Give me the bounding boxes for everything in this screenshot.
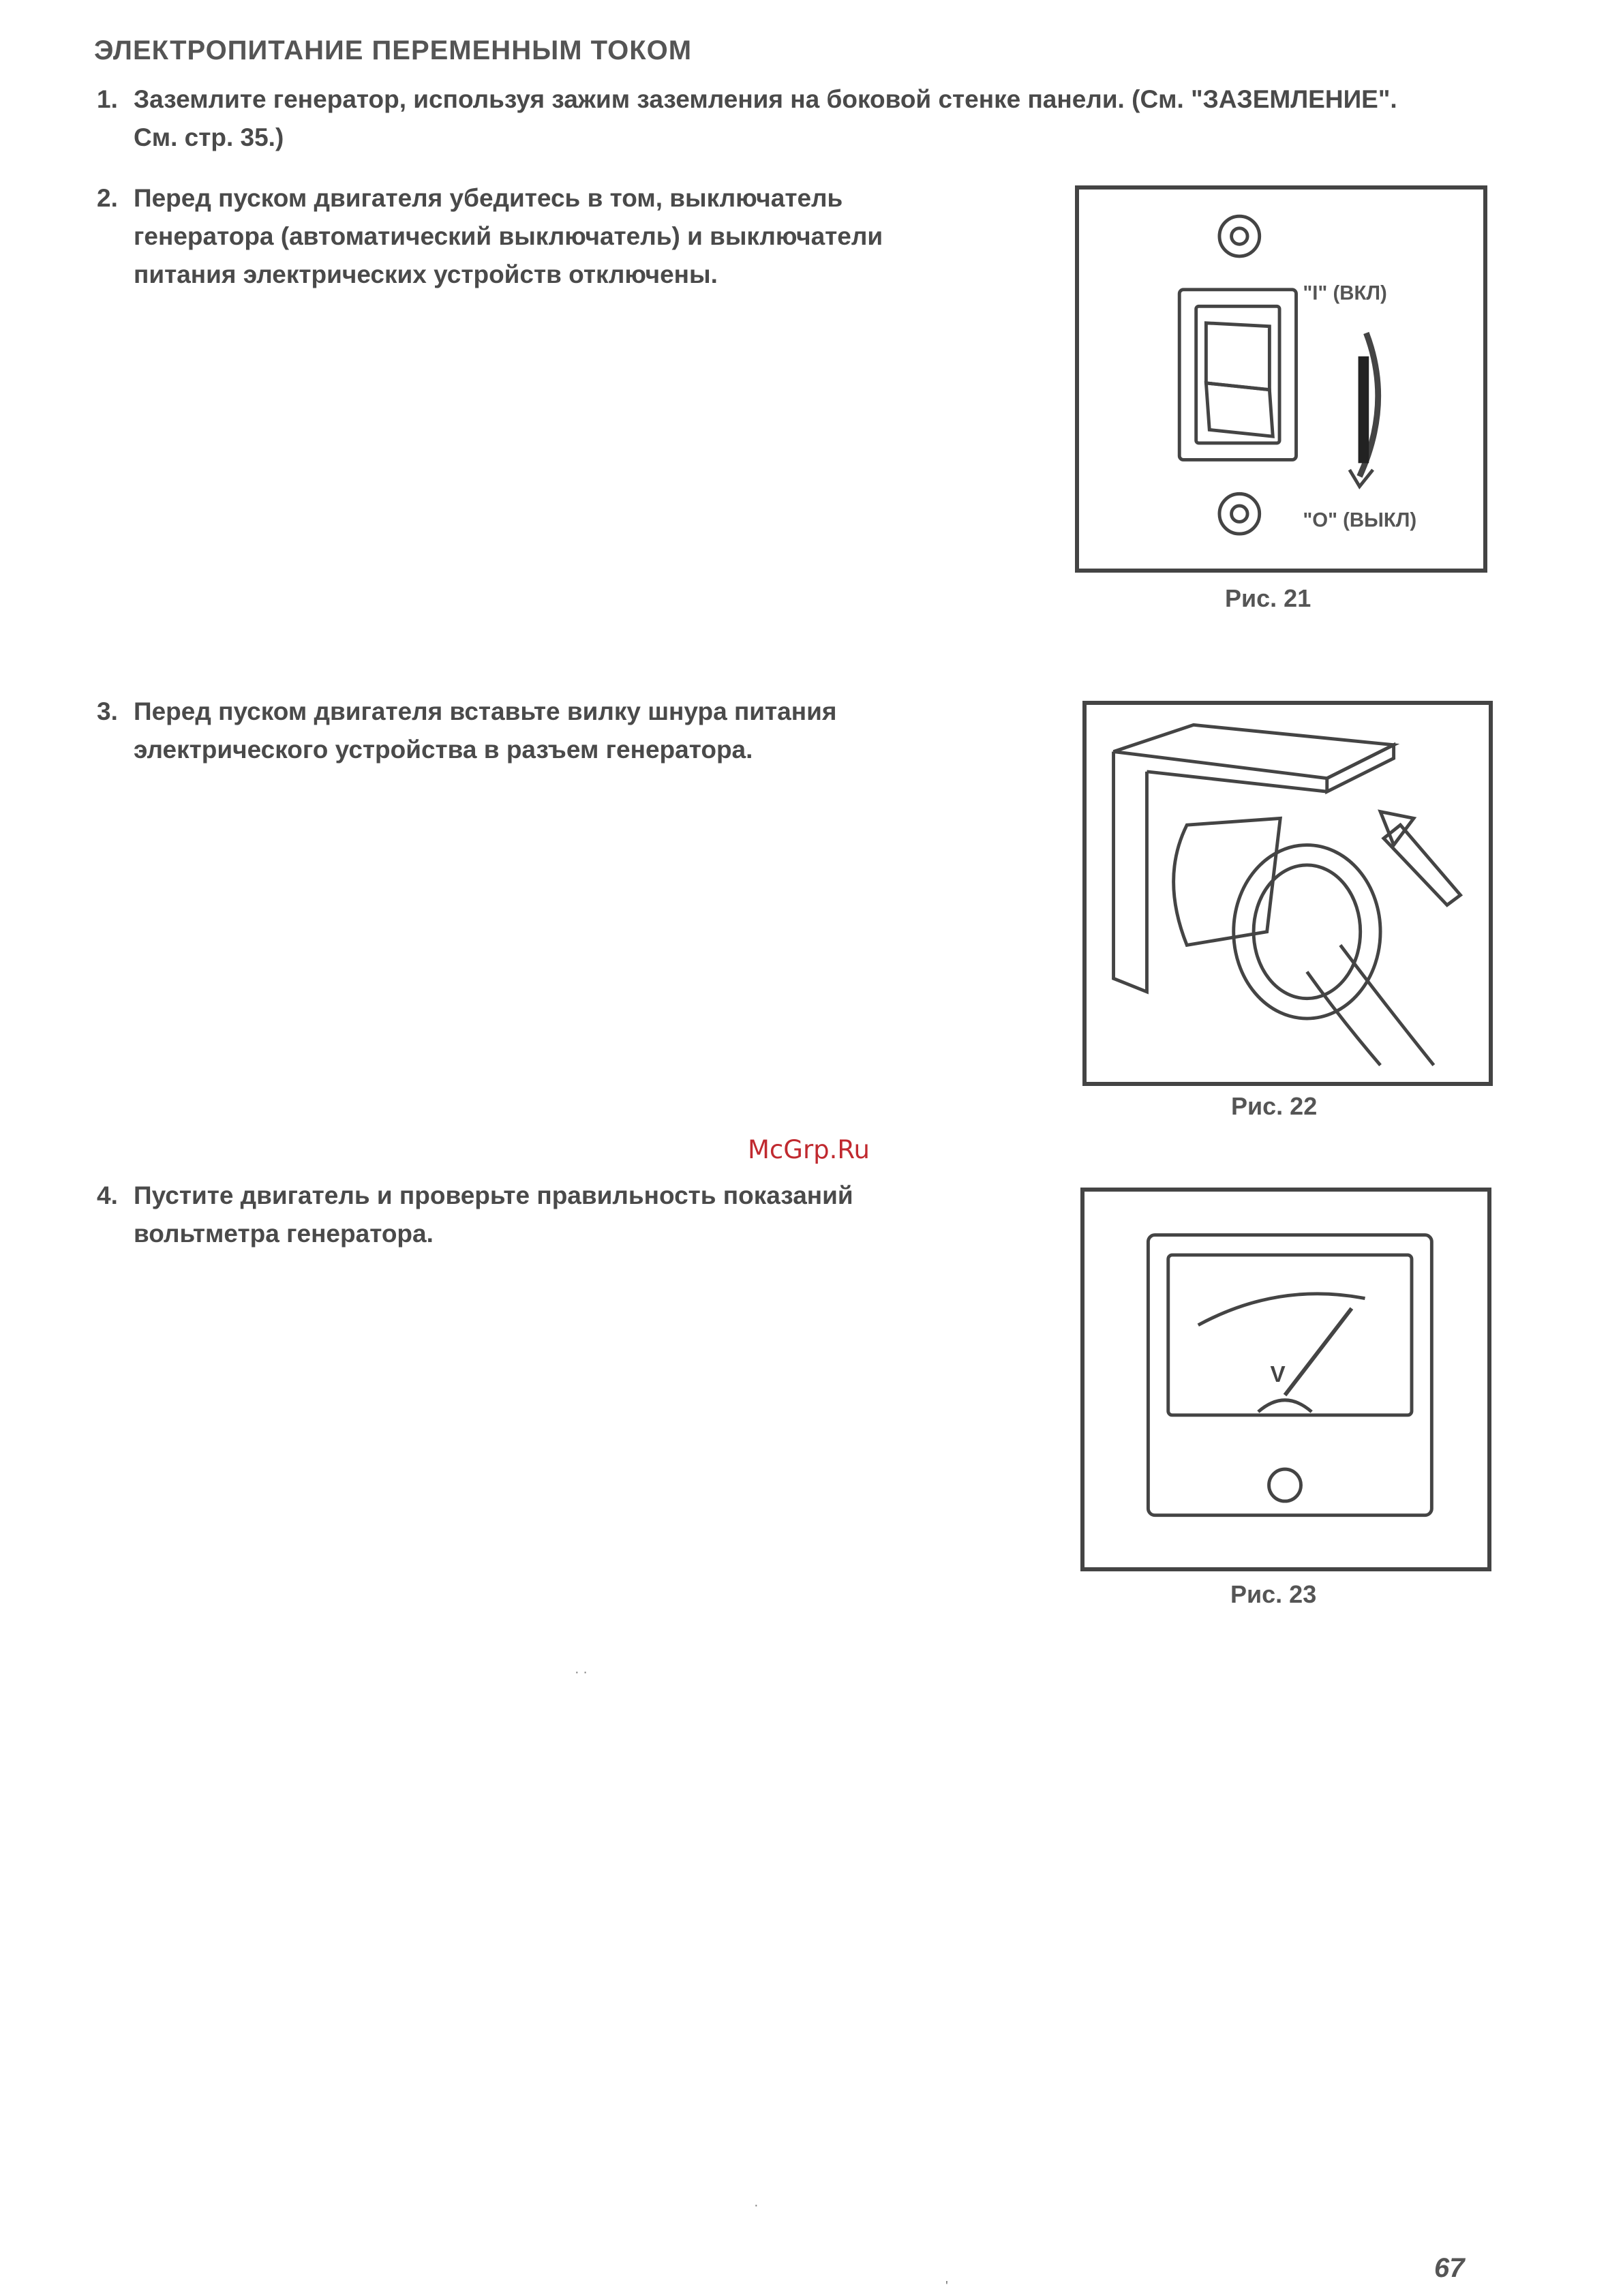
- watermark: McGrp.Ru: [748, 1135, 870, 1164]
- page-number: 67: [1434, 2253, 1465, 2283]
- step-text-line: вольтметра генератора.: [134, 1220, 434, 1248]
- insert-arrow-icon: [1384, 825, 1461, 905]
- step-1: [97, 80, 1490, 157]
- scan-speck: · ·: [575, 1665, 588, 1680]
- label-off: "O" (ВЫКЛ): [1303, 509, 1417, 532]
- figure-23-voltmeter: [1080, 1188, 1491, 1571]
- step-text-line: генератора (автоматический выключатель) и выключатели: [134, 222, 883, 250]
- step-number: 4.: [97, 1181, 118, 1209]
- zero-adjust-knob: [1269, 1469, 1301, 1501]
- step-text-line: питания электрических устройств отключены.: [134, 260, 718, 288]
- step-text-line: электрического устройства в разъем генератора.: [134, 736, 753, 764]
- step-4: [97, 1177, 917, 1253]
- step-text-line: Заземлите генератор, используя зажим заземления на боковой стенке панели. (См. "ЗАЗЕМЛЕНИЕ".: [134, 85, 1397, 113]
- step-number: 3.: [97, 697, 118, 725]
- figure-23-caption: Рис. 23: [1230, 1580, 1317, 1608]
- meter-needle: [1285, 1308, 1352, 1395]
- screw-icon: [1219, 216, 1260, 256]
- figure-22-plug: [1082, 701, 1493, 1086]
- meter-unit: V: [1270, 1361, 1286, 1387]
- step-number: 1.: [97, 85, 118, 113]
- figure-21-switch: [1075, 185, 1487, 573]
- socket-body: [1174, 818, 1281, 945]
- step-2: [97, 179, 917, 294]
- step-text-line: Перед пуском двигателя вставьте вилку шнура питания: [134, 697, 837, 725]
- step-number: 2.: [97, 184, 118, 212]
- plug-illustration: [1087, 705, 1489, 1082]
- step-text-line: См. стр. 35.): [134, 123, 284, 151]
- voltmeter-illustration: [1084, 1192, 1487, 1567]
- switch-illustration: [1079, 190, 1483, 569]
- step-text-line: Пустите двигатель и проверьте правильность показаний: [134, 1181, 853, 1209]
- meter-housing: [1148, 1235, 1431, 1515]
- section-heading: ЭЛЕКТРОПИТАНИЕ ПЕРЕМЕННЫМ ТОКОМ: [94, 35, 693, 65]
- screw-icon: [1219, 494, 1260, 534]
- step-3: [97, 693, 917, 769]
- figure-22-caption: Рис. 22: [1231, 1092, 1318, 1120]
- label-on: "I" (ВКЛ): [1303, 282, 1387, 305]
- step-text-line: Перед пуском двигателя убедитесь в том, выключатель: [134, 184, 843, 212]
- plug-body: [1234, 845, 1380, 1018]
- figure-21-caption: Рис. 21: [1225, 584, 1311, 612]
- switch-toggle: [1206, 323, 1269, 390]
- socket-cover: [1114, 725, 1394, 778]
- scan-speck: ': [945, 2279, 948, 2294]
- scan-speck: ·: [754, 2198, 759, 2213]
